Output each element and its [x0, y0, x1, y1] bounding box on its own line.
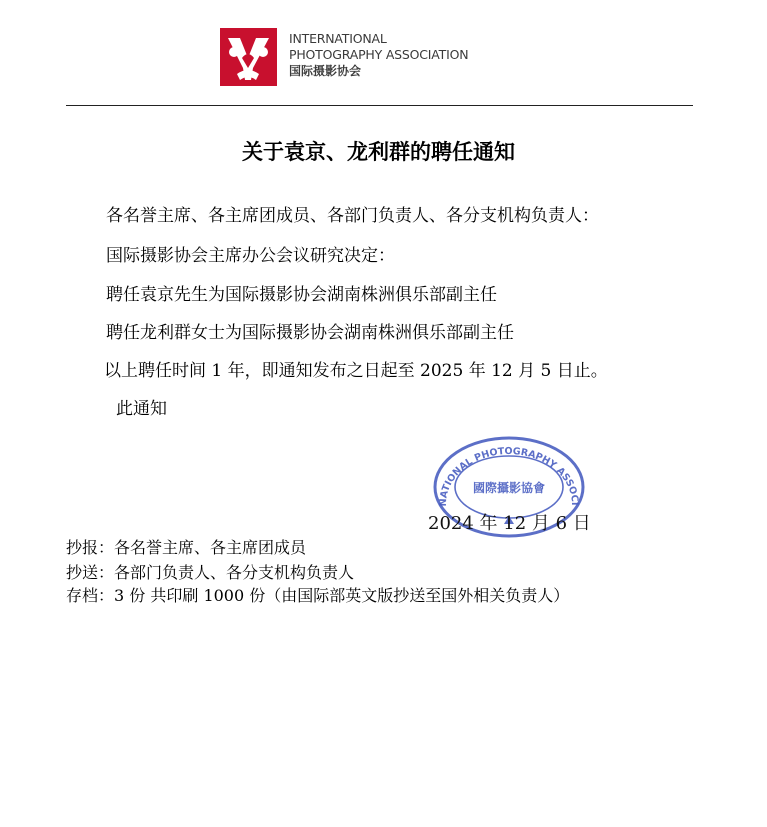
cc-report-line: 抄报：各名誉主席、各主席团成员: [66, 538, 307, 557]
term-line: 以上聘任时间 1 年，即通知发布之日起至 2025 年 12 月 5 日止。: [104, 361, 608, 381]
decision-line: 国际摄影协会主席办公会议研究决定：: [106, 246, 395, 266]
org-name-en-line2: PHOTOGRAPHY ASSOCIATION: [289, 47, 469, 62]
document-date: 2024 年 12 月 6 日: [428, 513, 591, 534]
association-logo-icon: [220, 28, 277, 86]
org-name-cn: 国际摄影协会: [289, 64, 362, 78]
addressee-line: 各名誉主席、各主席团成员、各部门负责人、各分支机构负责人：: [106, 206, 599, 226]
document-title: 关于袁京、龙利群的聘任通知: [242, 140, 515, 164]
seal-center-text: 國際攝影協會: [472, 481, 546, 495]
closing-line: 此通知: [116, 399, 167, 419]
seal-ring-text: NATIONAL PHOTOGRAPHY ASSOCI: [437, 445, 581, 507]
cc-send-line: 抄送：各部门负责人、各分支机构负责人: [66, 563, 355, 582]
appointment-line-1: 聘任袁京先生为国际摄影协会湖南株洲俱乐部副主任: [106, 285, 497, 305]
header-org-name: [289, 31, 468, 80]
archive-line: 存档：3 份 共印刷 1000 份（由国际部英文版抄送至国外相关负责人）: [66, 586, 570, 605]
header-divider: [66, 105, 693, 106]
org-name-en-line1: INTERNATIONAL: [289, 31, 387, 46]
appointment-line-2: 聘任龙利群女士为国际摄影协会湖南株洲俱乐部副主任: [106, 323, 514, 343]
svg-text:INTERNATIONAL PHOTOGRAPHY ASSO: [432, 436, 580, 507]
